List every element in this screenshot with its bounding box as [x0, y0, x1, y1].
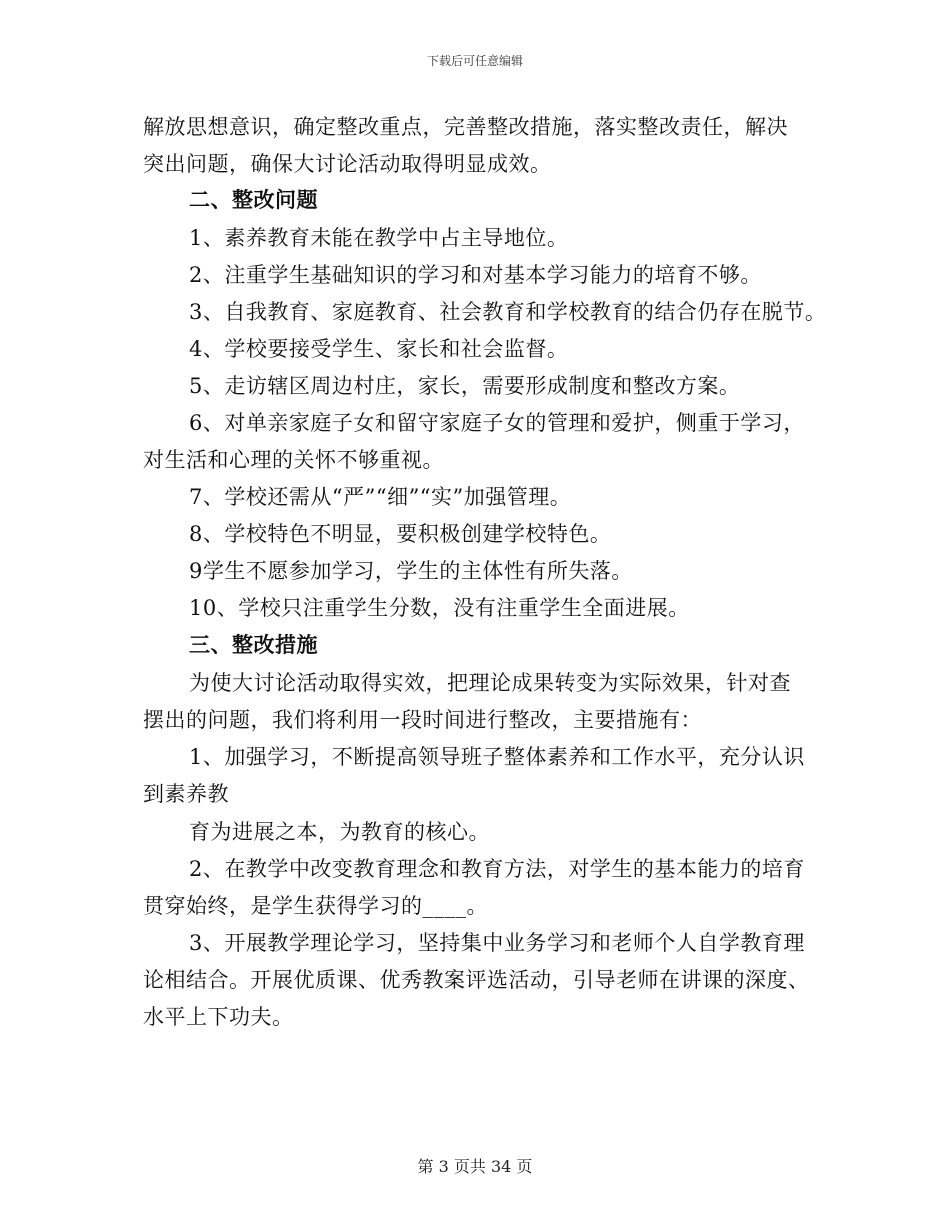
list-item: 3、开展教学理论学习，坚持集中业务学习和老师个人自学教育理	[189, 931, 805, 955]
section-heading: 二、整改问题	[189, 187, 318, 212]
paragraph-line: 摆出的问题，我们将利用一段时间进行整改，主要措施有：	[143, 708, 702, 732]
list-item-continuation: 水平上下功夫。	[143, 1005, 294, 1029]
list-item: 6、对单亲家庭子女和留守家庭子女的管理和爱护，侧重于学习，	[189, 411, 805, 435]
paragraph-line: 解放思想意识，确定整改重点，完善整改措施，落实整改责任，解决	[143, 115, 788, 139]
paragraph-line: 突出问题，确保大讨论活动取得明显成效。	[143, 152, 552, 176]
page-footer: 第 3 页共 34 页	[417, 1157, 533, 1176]
list-item: 1、加强学习，不断提高领导班子整体素养和工作水平，充分认识	[189, 745, 805, 769]
list-item-continuation: 育为进展之本，为教育的核心。	[189, 820, 490, 844]
list-item: 8、学校特色不明显，要积极创建学校特色。	[189, 522, 612, 546]
list-item: 7、学校还需从“严”“细”“实”加强管理。	[189, 485, 572, 509]
list-item: 9学生不愿参加学习，学生的主体性有所失落。	[189, 559, 633, 583]
list-item: 3、自我教育、家庭教育、社会教育和学校教育的结合仍存在脱节。	[189, 300, 827, 324]
list-item: 10、学校只注重学生分数，没有注重学生全面进展。	[189, 596, 690, 620]
section-heading: 三、整改措施	[189, 632, 318, 657]
list-item: 5、走访辖区周边村庄，家长，需要形成制度和整改方案。	[189, 374, 741, 398]
list-item-continuation: 论相结合。开展优质课、优秀教案评选活动，引导老师在讲课的深度、	[143, 968, 810, 992]
list-item: 4、学校要接受学生、家长和社会监督。	[189, 337, 569, 361]
paragraph-line: 为使大讨论活动取得实效，把理论成果转变为实际效果，针对查	[189, 671, 791, 695]
page-header: 下载后可任意编辑	[426, 54, 523, 68]
list-item: 1、素养教育未能在教学中占主导地位。	[189, 226, 569, 250]
list-item: 2、注重学生基础知识的学习和对基本学习能力的培育不够。	[189, 263, 762, 287]
list-item-continuation: 对生活和心理的关怀不够重视。	[143, 448, 444, 472]
list-item: 2、在教学中改变教育理念和教育方法，对学生的基本能力的培育	[189, 857, 805, 881]
list-item-continuation: 到素养教	[143, 782, 229, 806]
list-item-continuation: 贯穿始终，是学生获得学习的____。	[143, 894, 488, 918]
